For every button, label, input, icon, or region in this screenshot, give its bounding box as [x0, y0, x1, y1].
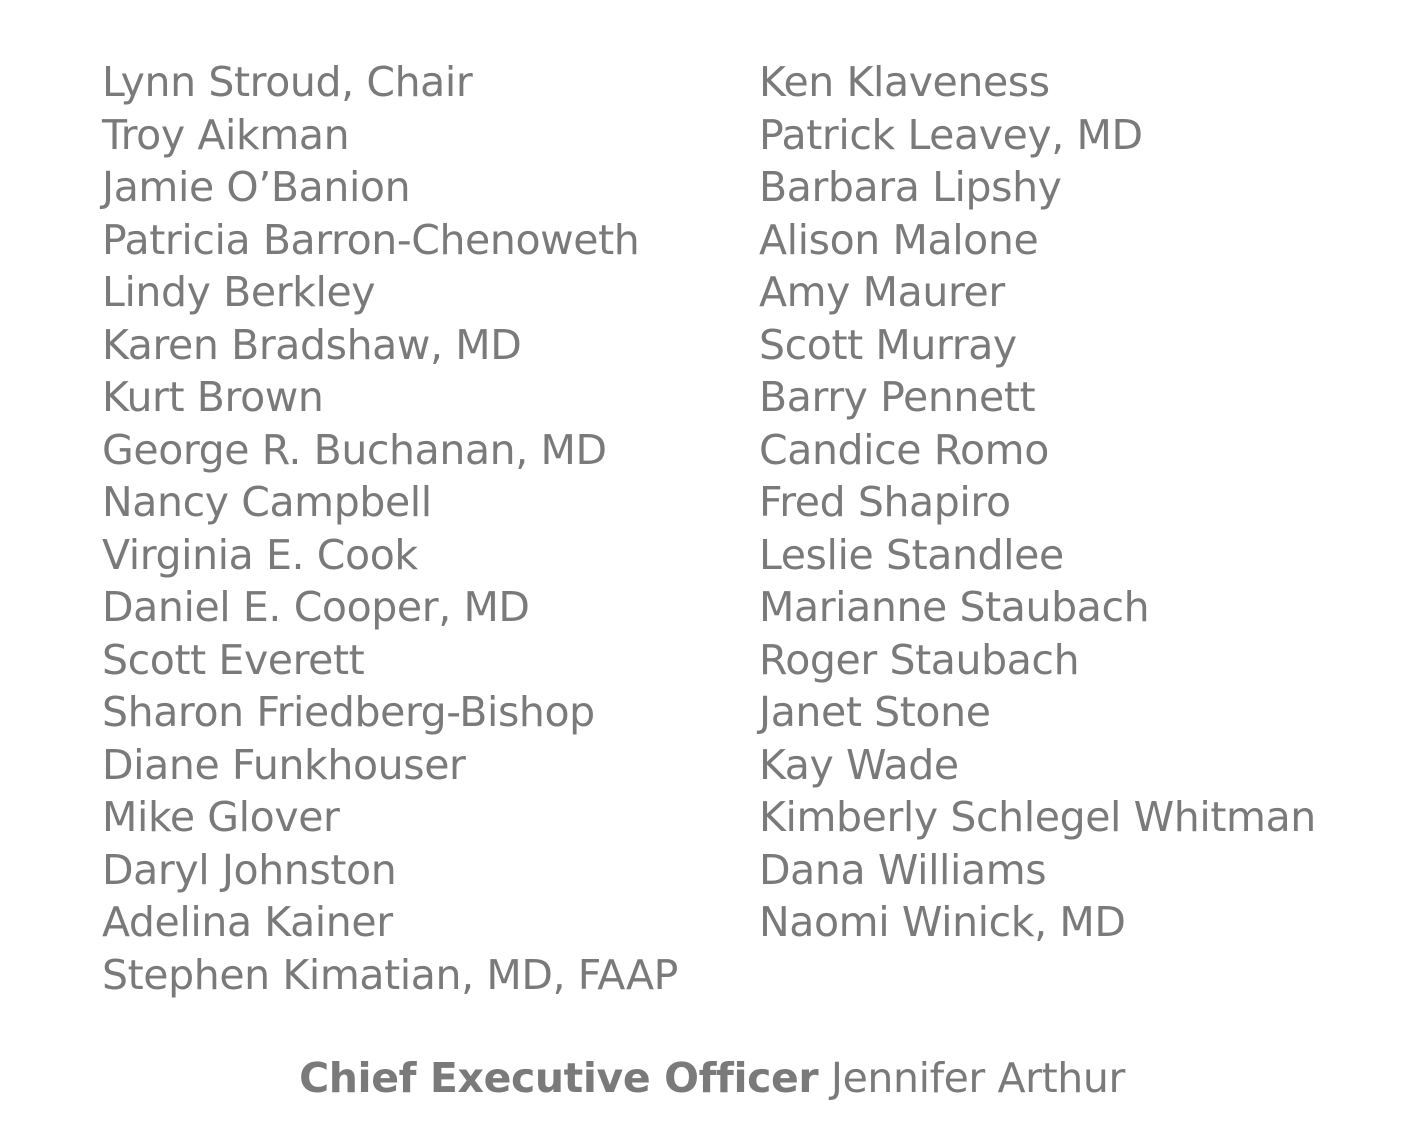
board-member-name: Mike Glover — [102, 793, 340, 841]
board-member-name: Alison Malone — [759, 215, 1039, 264]
board-member-name: Barry Pennett — [759, 373, 1036, 421]
board-member-name: Virginia E. Cook — [102, 530, 418, 579]
board-member-name: Karen Bradshaw, MD — [102, 320, 522, 369]
board-member-name: Daniel E. Cooper, MD — [102, 583, 530, 631]
board-member-name: Patricia Barron-Chenoweth — [102, 215, 640, 264]
board-member-name: Naomi Winick, MD — [759, 898, 1126, 946]
board-member-name: Sharon Friedberg-Bishop — [102, 688, 595, 736]
board-member-name: Lindy Berkley — [102, 268, 376, 316]
board-member-name: Marianne Staubach — [759, 583, 1150, 631]
board-member-name: Candice Romo — [759, 425, 1049, 474]
board-member-name: Scott Everett — [102, 635, 365, 684]
board-member-name: Stephen Kimatian, MD, FAAP — [102, 950, 678, 999]
left-column — [102, 56, 678, 1001]
board-member-name: Troy Aikman — [102, 110, 350, 159]
board-member-name: Fred Shapiro — [759, 478, 1011, 526]
board-member-name: Daryl Johnston — [102, 845, 397, 894]
board-member-list — [0, 56, 1424, 1016]
board-member-name: George R. Buchanan, MD — [102, 425, 607, 474]
board-member-name: Kay Wade — [759, 740, 959, 789]
board-member-name: Lynn Stroud, Chair — [102, 58, 473, 106]
right-column — [759, 56, 1316, 949]
board-member-name: Dana Williams — [759, 845, 1047, 894]
board-member-name: Kurt Brown — [102, 373, 324, 421]
board-member-name: Roger Staubach — [759, 635, 1080, 684]
board-member-name: Nancy Campbell — [102, 478, 432, 526]
ceo-title: Chief Executive Officer — [299, 1054, 819, 1102]
board-member-name: Jamie O’Banion — [102, 163, 411, 211]
board-member-name: Scott Murray — [759, 320, 1017, 369]
ceo-name: Jennifer Arthur — [830, 1054, 1125, 1102]
board-member-name: Amy Maurer — [759, 268, 1005, 316]
board-member-name: Leslie Standlee — [759, 530, 1064, 579]
board-member-name: Diane Funkhouser — [102, 740, 466, 789]
ceo-line — [0, 1052, 1424, 1104]
board-member-name: Kimberly Schlegel Whitman — [759, 793, 1316, 841]
board-member-name: Ken Klaveness — [759, 58, 1050, 106]
board-member-name: Barbara Lipshy — [759, 163, 1062, 211]
board-member-name: Janet Stone — [759, 688, 991, 736]
board-member-name: Patrick Leavey, MD — [759, 110, 1143, 159]
board-member-name: Adelina Kainer — [102, 898, 393, 946]
